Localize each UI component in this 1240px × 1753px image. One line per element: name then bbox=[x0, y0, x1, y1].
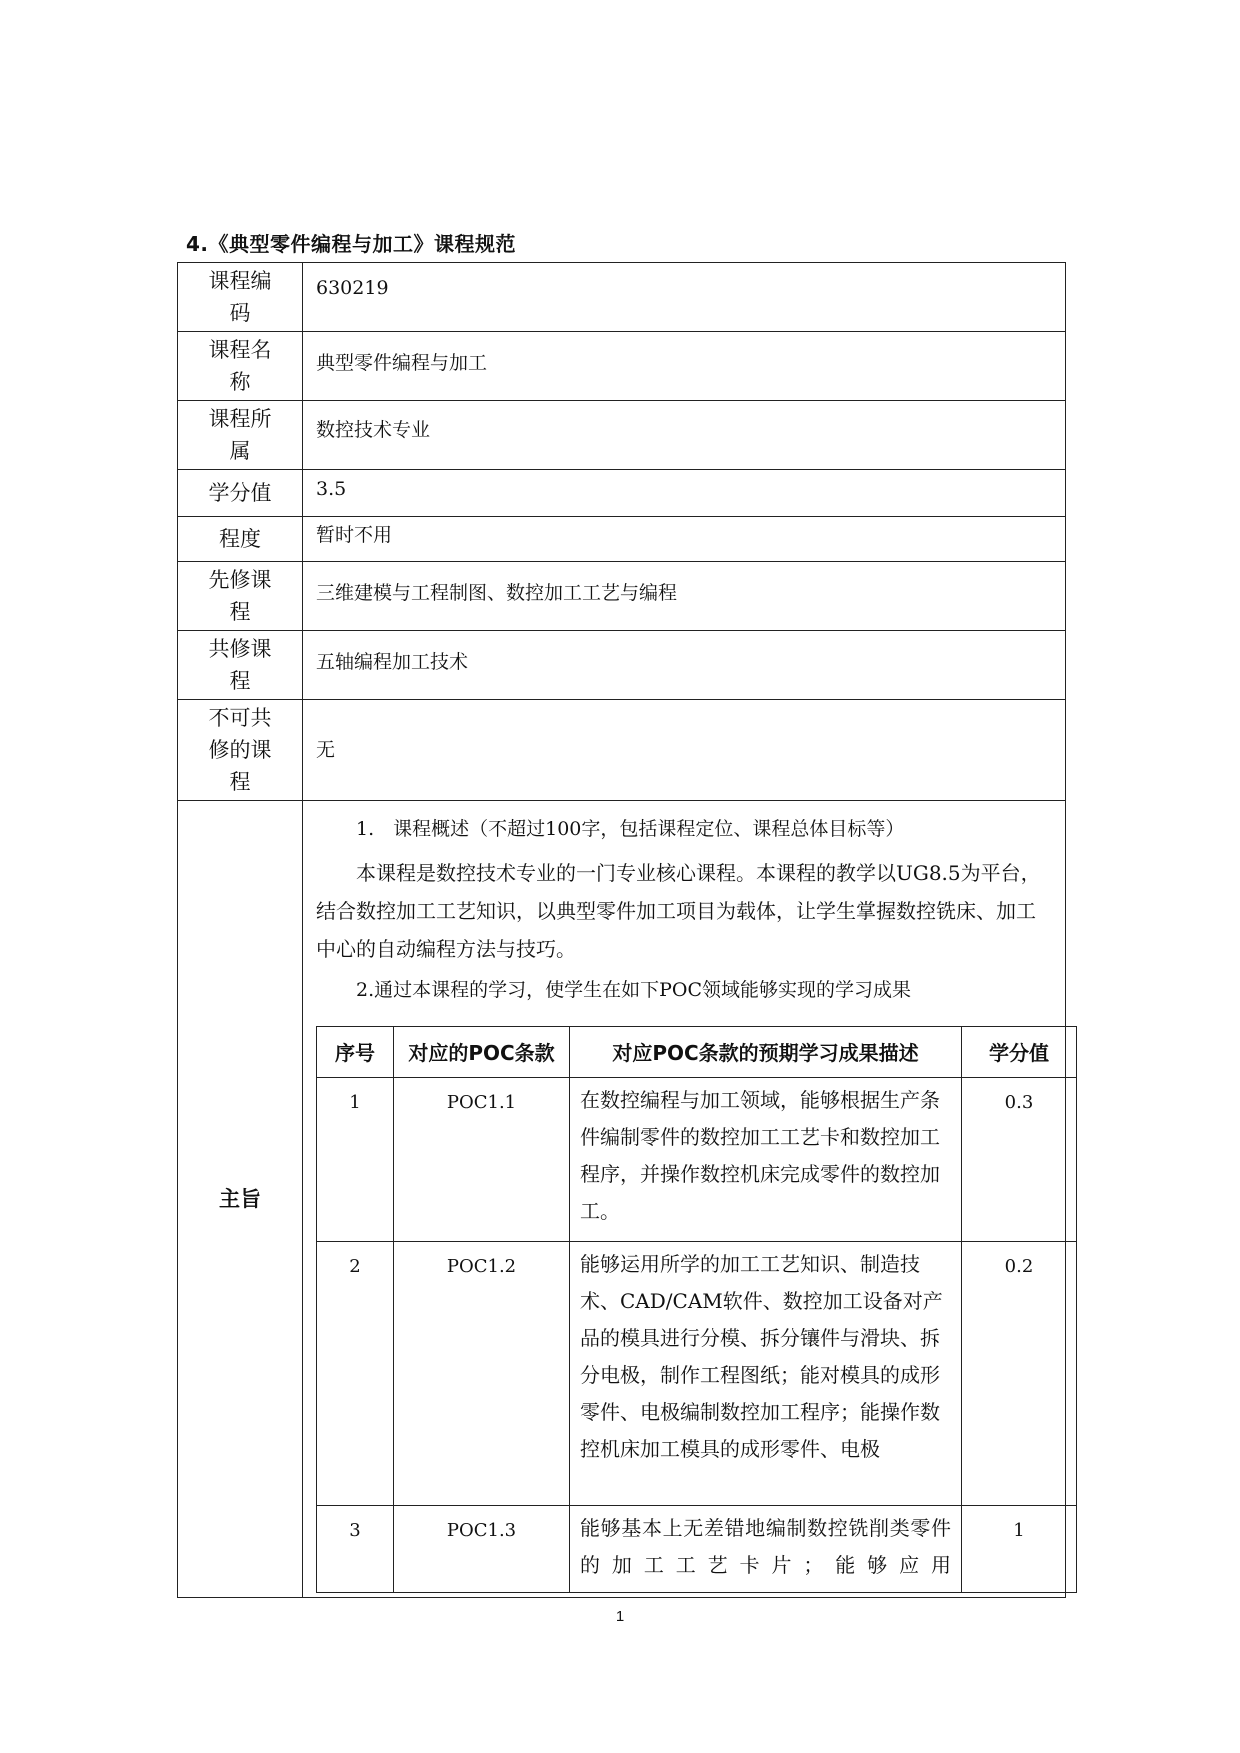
poc-header-row bbox=[317, 1026, 1077, 1077]
spec-row-prereq bbox=[178, 562, 1066, 631]
spec-row-exclusive bbox=[178, 700, 1066, 801]
label-text: 共修课 程 bbox=[208, 637, 272, 693]
row-value: 三维建模与工程制图、数控加工工艺与编程 bbox=[303, 562, 1066, 631]
main-content bbox=[303, 801, 1066, 1598]
overview-text: 本课程是数控技术专业的一门专业核心课程。本课程的教学以UG8.5为平台，结合数控加工工艺知识，以典型零件加工项目为载体，让学生掌握数控铣床、加工中心的自动编程方法与技巧。 bbox=[316, 860, 1041, 961]
label-text: 不可共 修的课 程 bbox=[208, 706, 272, 794]
spec-row-name bbox=[178, 332, 1066, 401]
cell-credit: 1 bbox=[962, 1505, 1077, 1592]
label-text: 课程名 称 bbox=[208, 338, 272, 394]
col-header-desc: 对应POC条款的预期学习成果描述 bbox=[570, 1026, 962, 1077]
row-value: 五轴编程加工技术 bbox=[303, 631, 1066, 700]
table-row bbox=[317, 1241, 1077, 1505]
row-label bbox=[178, 562, 303, 631]
outcomes-heading: 2.通过本课程的学习，使学生在如下POC领域能够实现的学习成果 bbox=[356, 978, 912, 1001]
label-text: 课程所 属 bbox=[208, 407, 272, 463]
label-text: 学分值 bbox=[208, 481, 272, 505]
row-label bbox=[178, 700, 303, 801]
col-header-no: 序号 bbox=[317, 1026, 394, 1077]
poc-table bbox=[316, 1026, 1077, 1593]
spec-row-credits bbox=[178, 470, 1066, 517]
cell-desc: 在数控编程与加工领域，能够根据生产条件编制零件的数控加工工艺卡和数控加工程序，并操作数控机床完成零件的数控加工。 bbox=[570, 1077, 962, 1241]
cell-no: 1 bbox=[317, 1077, 394, 1241]
spec-row-coreq bbox=[178, 631, 1066, 700]
row-label bbox=[178, 801, 303, 1598]
table-row bbox=[317, 1077, 1077, 1241]
label-text: 先修课 程 bbox=[208, 568, 272, 624]
row-label bbox=[178, 401, 303, 470]
row-label bbox=[178, 332, 303, 401]
spec-row-level bbox=[178, 517, 1066, 562]
label-text: 课程编 码 bbox=[208, 269, 272, 325]
row-label bbox=[178, 470, 303, 517]
row-label bbox=[178, 631, 303, 700]
spec-row-dept bbox=[178, 401, 1066, 470]
row-label bbox=[178, 517, 303, 562]
cell-poc: POC1.2 bbox=[394, 1241, 570, 1505]
cell-no: 3 bbox=[317, 1505, 394, 1592]
label-text: 程度 bbox=[219, 527, 261, 551]
cell-poc: POC1.1 bbox=[394, 1077, 570, 1241]
cell-credit: 0.2 bbox=[962, 1241, 1077, 1505]
col-header-poc: 对应的POC条款 bbox=[394, 1026, 570, 1077]
spec-row-code bbox=[178, 263, 1066, 332]
row-value: 典型零件编程与加工 bbox=[303, 332, 1066, 401]
row-value: 3.5 bbox=[303, 470, 1066, 517]
course-spec-table bbox=[177, 262, 1066, 1598]
row-value: 数控技术专业 bbox=[303, 401, 1066, 470]
row-value: 无 bbox=[303, 700, 1066, 801]
row-value: 630219 bbox=[303, 263, 1066, 332]
row-label bbox=[178, 263, 303, 332]
cell-desc: 能够运用所学的加工工艺知识、制造技术、CAD/CAM软件、数控加工设备对产品的模具进行分模、拆分镶件与滑块、拆分电极，制作工程图纸；能对模具的成形零件、电极编制数控加工程序；能操作数控机床加工模具的成形零件、电极 bbox=[570, 1241, 962, 1505]
page-number: 1 bbox=[615, 1608, 625, 1625]
table-row bbox=[317, 1505, 1077, 1592]
col-header-credit: 学分值 bbox=[962, 1026, 1077, 1077]
cell-credit: 0.3 bbox=[962, 1077, 1077, 1241]
cell-poc: POC1.3 bbox=[394, 1505, 570, 1592]
overview-heading: 1. 课程概述（不超过100字，包括课程定位、课程总体目标等） bbox=[356, 817, 905, 840]
cell-no: 2 bbox=[317, 1241, 394, 1505]
label-text: 主旨 bbox=[219, 1187, 261, 1211]
page-heading: 4.《典型零件编程与加工》课程规范 bbox=[186, 232, 517, 256]
row-value: 暂时不用 bbox=[303, 517, 1066, 562]
spec-row-main bbox=[178, 801, 1066, 1598]
cell-desc: 能够基本上无差错地编制数控铣削类零件的加工工艺卡片；能够应用 bbox=[570, 1505, 962, 1592]
